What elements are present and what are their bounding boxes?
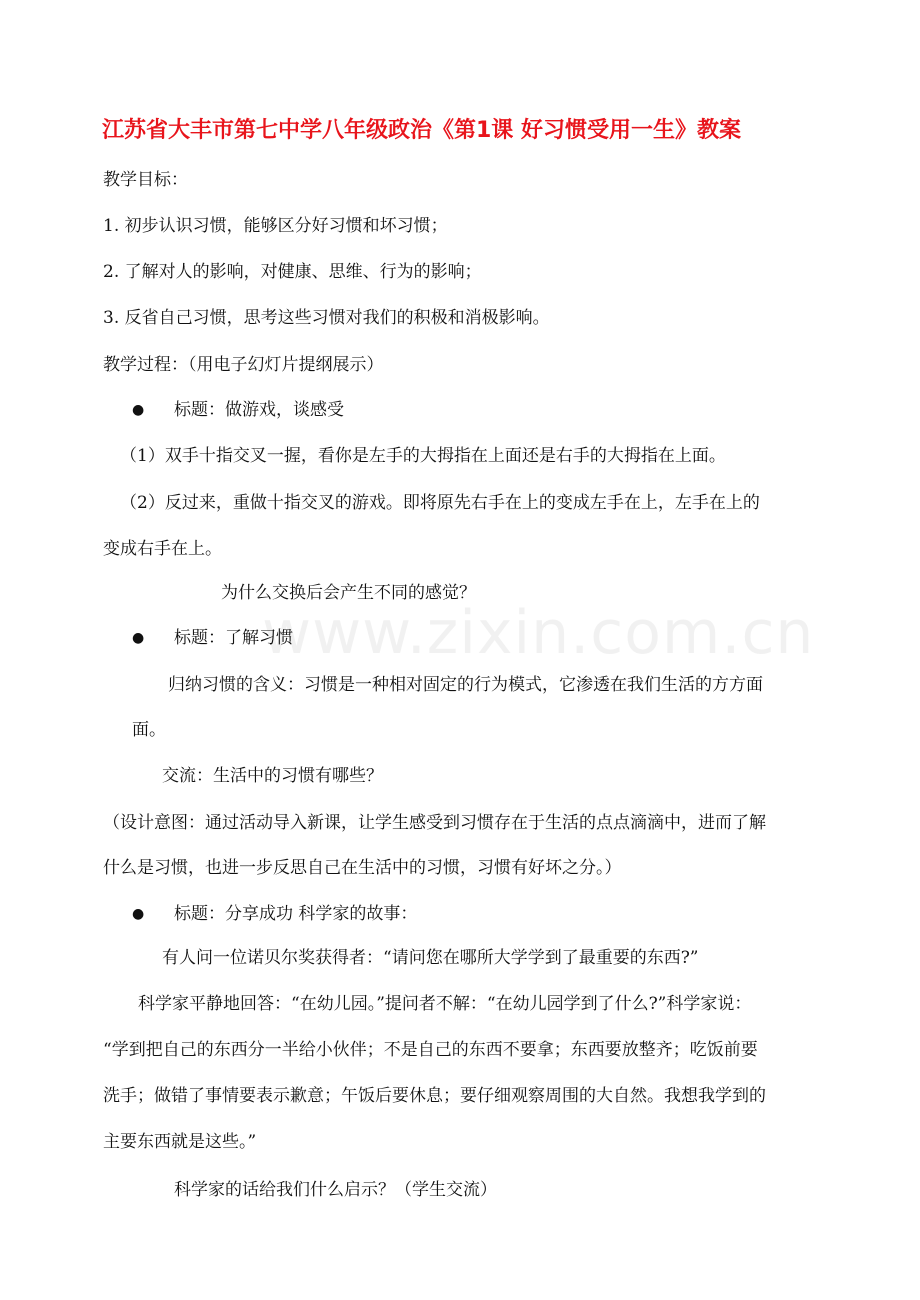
paragraph-line: （1）双手十指交叉一握，看你是左手的大拇指在上面还是右手的大拇指在上面。 xyxy=(120,446,726,466)
paragraph-line: 变成右手在上。 xyxy=(103,539,222,559)
section-heading-objectives: 教学目标： xyxy=(103,170,188,190)
paragraph-line: 科学家的话给我们什么启示？（学生交流） xyxy=(174,1180,497,1200)
paragraph-line: （2）反过来，重做十指交叉的游戏。即将原先右手在上的变成左手在上，左手在上的 xyxy=(120,493,760,513)
objective-item: 2. 了解对人的影响，对健康、思维、行为的影响； xyxy=(103,262,482,282)
paragraph-line: 有人问一位诺贝尔奖获得者：“请问您在哪所大学学到了最重要的东西?” xyxy=(162,948,699,968)
bullet-heading: 标题：做游戏，谈感受 xyxy=(174,400,344,420)
bullet-heading: 标题：分享成功 科学家的故事： xyxy=(174,904,418,924)
paragraph-line: （设计意图：通过活动导入新课，让学生感受到习惯存在于生活的点点滴滴中，进而了解 xyxy=(103,813,766,833)
bullet-icon: ● xyxy=(132,630,145,646)
section-heading-process: 教学过程：（用电子幻灯片提纲展示） xyxy=(103,355,384,375)
bullet-icon: ● xyxy=(132,906,145,922)
paragraph-line: 洗手；做错了事情要表示歉意；午饭后要休息；要仔细观察周围的大自然。我想我学到的 xyxy=(103,1086,766,1106)
bullet-heading: 标题：了解习惯 xyxy=(174,628,293,648)
paragraph-line: 面。 xyxy=(132,720,166,740)
objective-item: 1. 初步认识习惯，能够区分好习惯和坏习惯； xyxy=(103,216,448,236)
paragraph-line: 什么是习惯，也进一步反思自己在生活中的习惯，习惯有好坏之分。） xyxy=(103,858,622,878)
bullet-icon: ● xyxy=(132,402,145,418)
paragraph-line: 为什么交换后会产生不同的感觉？ xyxy=(221,583,476,603)
objective-item: 3. 反省自己习惯，思考这些习惯对我们的积极和消极影响。 xyxy=(103,308,550,328)
paragraph-line: “学到把自己的东西分一半给小伙伴；不是自己的东西不要拿；东西要放整齐；吃饭前要 xyxy=(103,1040,758,1060)
document-title: 江苏省大丰市第七中学八年级政治《第1课 好习惯受用一生》教案 xyxy=(102,118,741,143)
watermark: www.zixin.com.cn xyxy=(262,598,815,668)
paragraph-line: 交流：生活中的习惯有哪些？ xyxy=(162,766,383,786)
paragraph-line: 归纳习惯的含义：习惯是一种相对固定的行为模式，它渗透在我们生活的方方面 xyxy=(168,675,763,695)
paragraph-line: 主要东西就是这些。” xyxy=(103,1132,257,1152)
paragraph-line: 科学家平静地回答：“在幼儿园。”提问者不解：“在幼儿园学到了什么?”科学家说： xyxy=(138,994,752,1014)
